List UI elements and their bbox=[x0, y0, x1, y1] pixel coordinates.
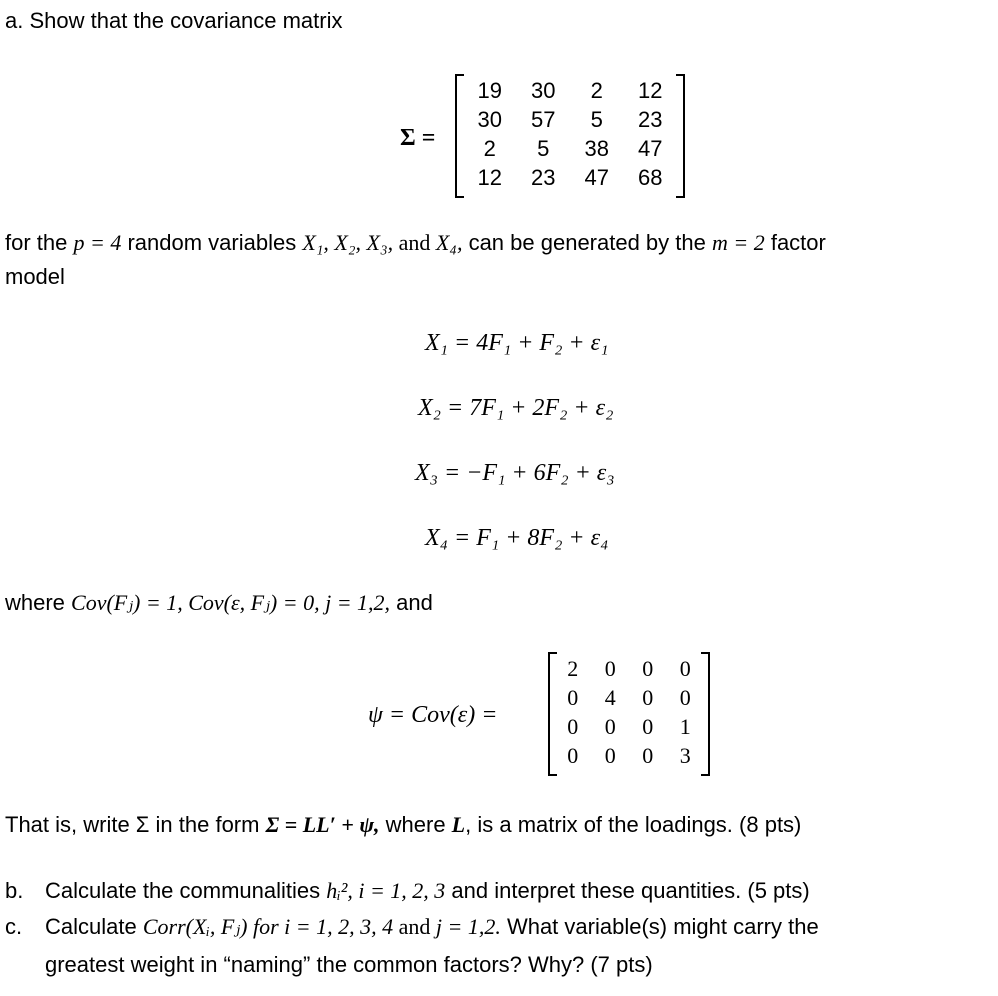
that-is-line bbox=[5, 812, 801, 838]
part-c-line-2: greatest weight in “naming” the common factors? Why? (7 pts) bbox=[45, 952, 653, 977]
equation-4 bbox=[425, 525, 608, 552]
form-equation: Σ = LL′ + ψ, bbox=[265, 812, 380, 837]
sigma-matrix-cell: 23 bbox=[638, 106, 663, 132]
psi-matrix-row bbox=[554, 683, 704, 712]
sigma-matrix-cell: 19 bbox=[477, 77, 502, 103]
sigma-matrix-cell: 5 bbox=[590, 106, 603, 132]
and-word: and bbox=[393, 230, 436, 255]
part-c bbox=[5, 914, 819, 940]
psi-matrix-cell: 0 bbox=[642, 655, 654, 681]
variable-x4: X₄, bbox=[435, 230, 463, 255]
psi-matrix-cell: 4 bbox=[604, 684, 616, 710]
psi-matrix-cell: 0 bbox=[567, 742, 579, 768]
sigma-matrix-cell: 47 bbox=[638, 135, 663, 161]
for-text-2: random variables bbox=[121, 230, 303, 255]
where-text: where bbox=[5, 590, 72, 615]
psi-matrix-cell: 0 bbox=[567, 713, 579, 739]
psi-matrix-row bbox=[554, 741, 704, 770]
for-text-1: for the bbox=[5, 230, 74, 255]
communalities-math: hᵢ², i = 1, 2, 3 bbox=[326, 878, 446, 903]
sigma-label: Σ = bbox=[400, 125, 436, 151]
part-b-marker: b. bbox=[5, 878, 24, 903]
sigma-matrix-cell: 12 bbox=[638, 77, 663, 103]
that-is-text-2: where bbox=[379, 812, 452, 837]
equation-2 bbox=[418, 395, 613, 422]
psi-matrix-cell: 0 bbox=[642, 684, 654, 710]
equation-1 bbox=[425, 330, 608, 357]
sigma-matrix-cell: 57 bbox=[531, 106, 556, 132]
sigma-matrix-cell: 30 bbox=[477, 106, 502, 132]
sigma-matrix bbox=[455, 74, 685, 198]
variables-list: X₁, X₂, X₃, bbox=[302, 230, 394, 255]
sigma-matrix-cell: 5 bbox=[537, 135, 550, 161]
psi-matrix-cell: 2 bbox=[567, 655, 579, 681]
that-is-text-3: , is a matrix of the loadings. (8 pts) bbox=[465, 812, 802, 837]
loadings-symbol: L bbox=[451, 812, 466, 837]
psi-matrix-cell: 0 bbox=[604, 655, 616, 681]
part-c-and: and bbox=[393, 914, 436, 939]
for-text-4: factor bbox=[764, 230, 826, 255]
sigma-matrix-cell: 38 bbox=[584, 135, 609, 161]
psi-matrix-cell: 0 bbox=[604, 713, 616, 739]
sigma-matrix-cell: 2 bbox=[590, 77, 603, 103]
that-is-text-1: That is, write Σ in the form bbox=[5, 812, 266, 837]
covariance-conditions: Cov(Fⱼ) = 1, Cov(ε, Fⱼ) = 0, j = 1,2, bbox=[71, 590, 391, 615]
equation-1-lhs: X₁ bbox=[425, 330, 449, 356]
equation-1-rhs: = 4F₁ + F₂ + ε₁ bbox=[454, 330, 609, 356]
equation-2-lhs: X₂ bbox=[418, 395, 442, 421]
psi-matrix-row bbox=[554, 654, 704, 683]
part-c-marker: c. bbox=[5, 914, 23, 939]
sigma-matrix-cell: 30 bbox=[531, 77, 556, 103]
psi-matrix-cell: 0 bbox=[604, 742, 616, 768]
part-a-heading: a. Show that the covariance matrix bbox=[5, 8, 343, 33]
where-line bbox=[5, 590, 433, 616]
sigma-matrix-cell: 23 bbox=[531, 164, 556, 190]
psi-matrix bbox=[548, 652, 710, 776]
m-equation: m = 2 bbox=[711, 230, 765, 255]
sigma-matrix-row bbox=[463, 163, 677, 192]
sigma-matrix-row bbox=[463, 76, 677, 105]
sigma-matrix-cell: 68 bbox=[638, 164, 663, 190]
equation-4-lhs: X₄ bbox=[425, 525, 449, 551]
psi-matrix-cell: 0 bbox=[642, 742, 654, 768]
part-b bbox=[5, 878, 810, 904]
psi-matrix-cell: 0 bbox=[679, 655, 691, 681]
psi-matrix-cell: 3 bbox=[679, 742, 691, 768]
model-word: model bbox=[5, 264, 65, 289]
sigma-matrix-cell: 12 bbox=[477, 164, 502, 190]
where-and: and bbox=[390, 590, 433, 615]
psi-matrix-cell: 1 bbox=[679, 713, 691, 739]
equation-2-rhs: = 7F₁ + 2F₂ + ε₂ bbox=[447, 395, 614, 421]
correlation-math: Corr(Xᵢ, Fⱼ) for i = 1, 2, 3, 4 bbox=[142, 914, 394, 939]
sigma-matrix-cell: 47 bbox=[584, 164, 609, 190]
equation-4-rhs: = F₁ + 8F₂ + ε₄ bbox=[454, 525, 609, 551]
for-text-3: can be generated by the bbox=[462, 230, 712, 255]
right-bracket bbox=[676, 74, 685, 198]
part-c-text-2: What variable(s) might carry the bbox=[500, 914, 819, 939]
part-c-text-1: Calculate bbox=[45, 914, 143, 939]
part-b-text-1: Calculate the communalities bbox=[45, 878, 327, 903]
for-line bbox=[5, 230, 826, 256]
p-equation: p = 4 bbox=[73, 230, 122, 255]
equation-3-rhs: = −F₁ + 6F₂ + ε₃ bbox=[444, 460, 615, 486]
part-b-text-2: and interpret these quantities. (5 pts) bbox=[445, 878, 810, 903]
psi-matrix-cell: 0 bbox=[679, 684, 691, 710]
sigma-matrix-cell: 2 bbox=[483, 135, 496, 161]
psi-label-text: ψ = Cov(ε) = bbox=[368, 702, 498, 728]
psi-matrix-row bbox=[554, 712, 704, 741]
sigma-matrix-row bbox=[463, 134, 677, 163]
psi-matrix-cell: 0 bbox=[567, 684, 579, 710]
psi-label bbox=[368, 702, 497, 729]
equation-3-lhs: X₃ bbox=[415, 460, 439, 486]
psi-matrix-cell: 0 bbox=[642, 713, 654, 739]
j-range-math: j = 1,2. bbox=[435, 914, 501, 939]
sigma-matrix-row bbox=[463, 105, 677, 134]
equation-3 bbox=[415, 460, 615, 487]
